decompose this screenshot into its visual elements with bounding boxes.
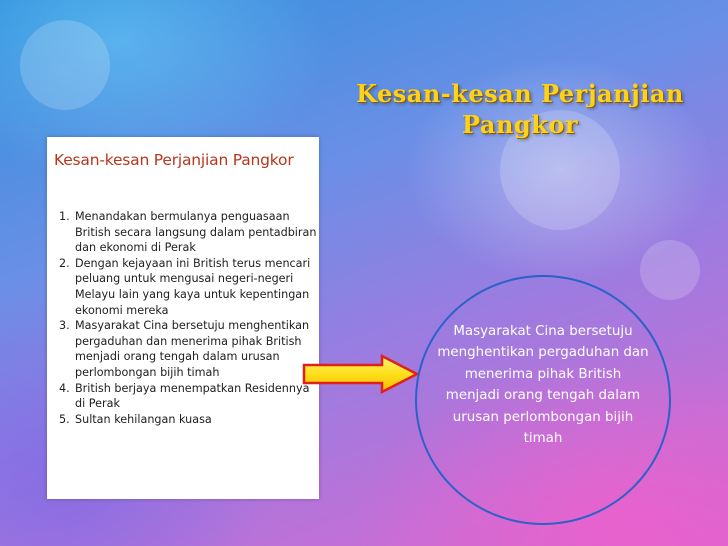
slide-title-line-2: Pangkor bbox=[462, 110, 578, 139]
bokeh-light bbox=[640, 240, 700, 300]
bokeh-light bbox=[20, 20, 110, 110]
slide-title bbox=[346, 78, 694, 140]
list-item: 1. Menandakan bermulanya penguasaan British secara langsung dalam pentadbiran dan ekonomi di Perak bbox=[59, 210, 317, 255]
document-heading: Kesan-kesan Perjanjian Pangkor bbox=[54, 151, 294, 169]
list-item: 2. Dengan kejayaan ini British terus mencari peluang untuk mengusai negeri-negeri Melayu lain yang kaya untuk kepentingan ekonomi mereka bbox=[59, 256, 311, 317]
effects-list bbox=[59, 209, 317, 427]
list-item: 3. Masyarakat Cina bersetuju menghentikan pergaduhan dan menerima pihak British menjadi orang tengah dalam urusan perlombongan bijih timah bbox=[59, 319, 310, 379]
slide-title-line-1: Kesan-kesan Perjanjian bbox=[356, 79, 684, 108]
callout-text: Masyarakat Cina bersetuju menghentikan pergaduhan dan menerima pihak British menjadi orang tengah dalam urusan perlombongan bijih timah bbox=[437, 324, 649, 447]
right-arrow-icon bbox=[302, 354, 420, 394]
list-item: 5. Sultan kehilangan kuasa bbox=[59, 412, 212, 426]
list-item: 4. British berjaya menempatkan Residennya di Perak bbox=[59, 381, 310, 411]
document-image bbox=[47, 137, 319, 499]
